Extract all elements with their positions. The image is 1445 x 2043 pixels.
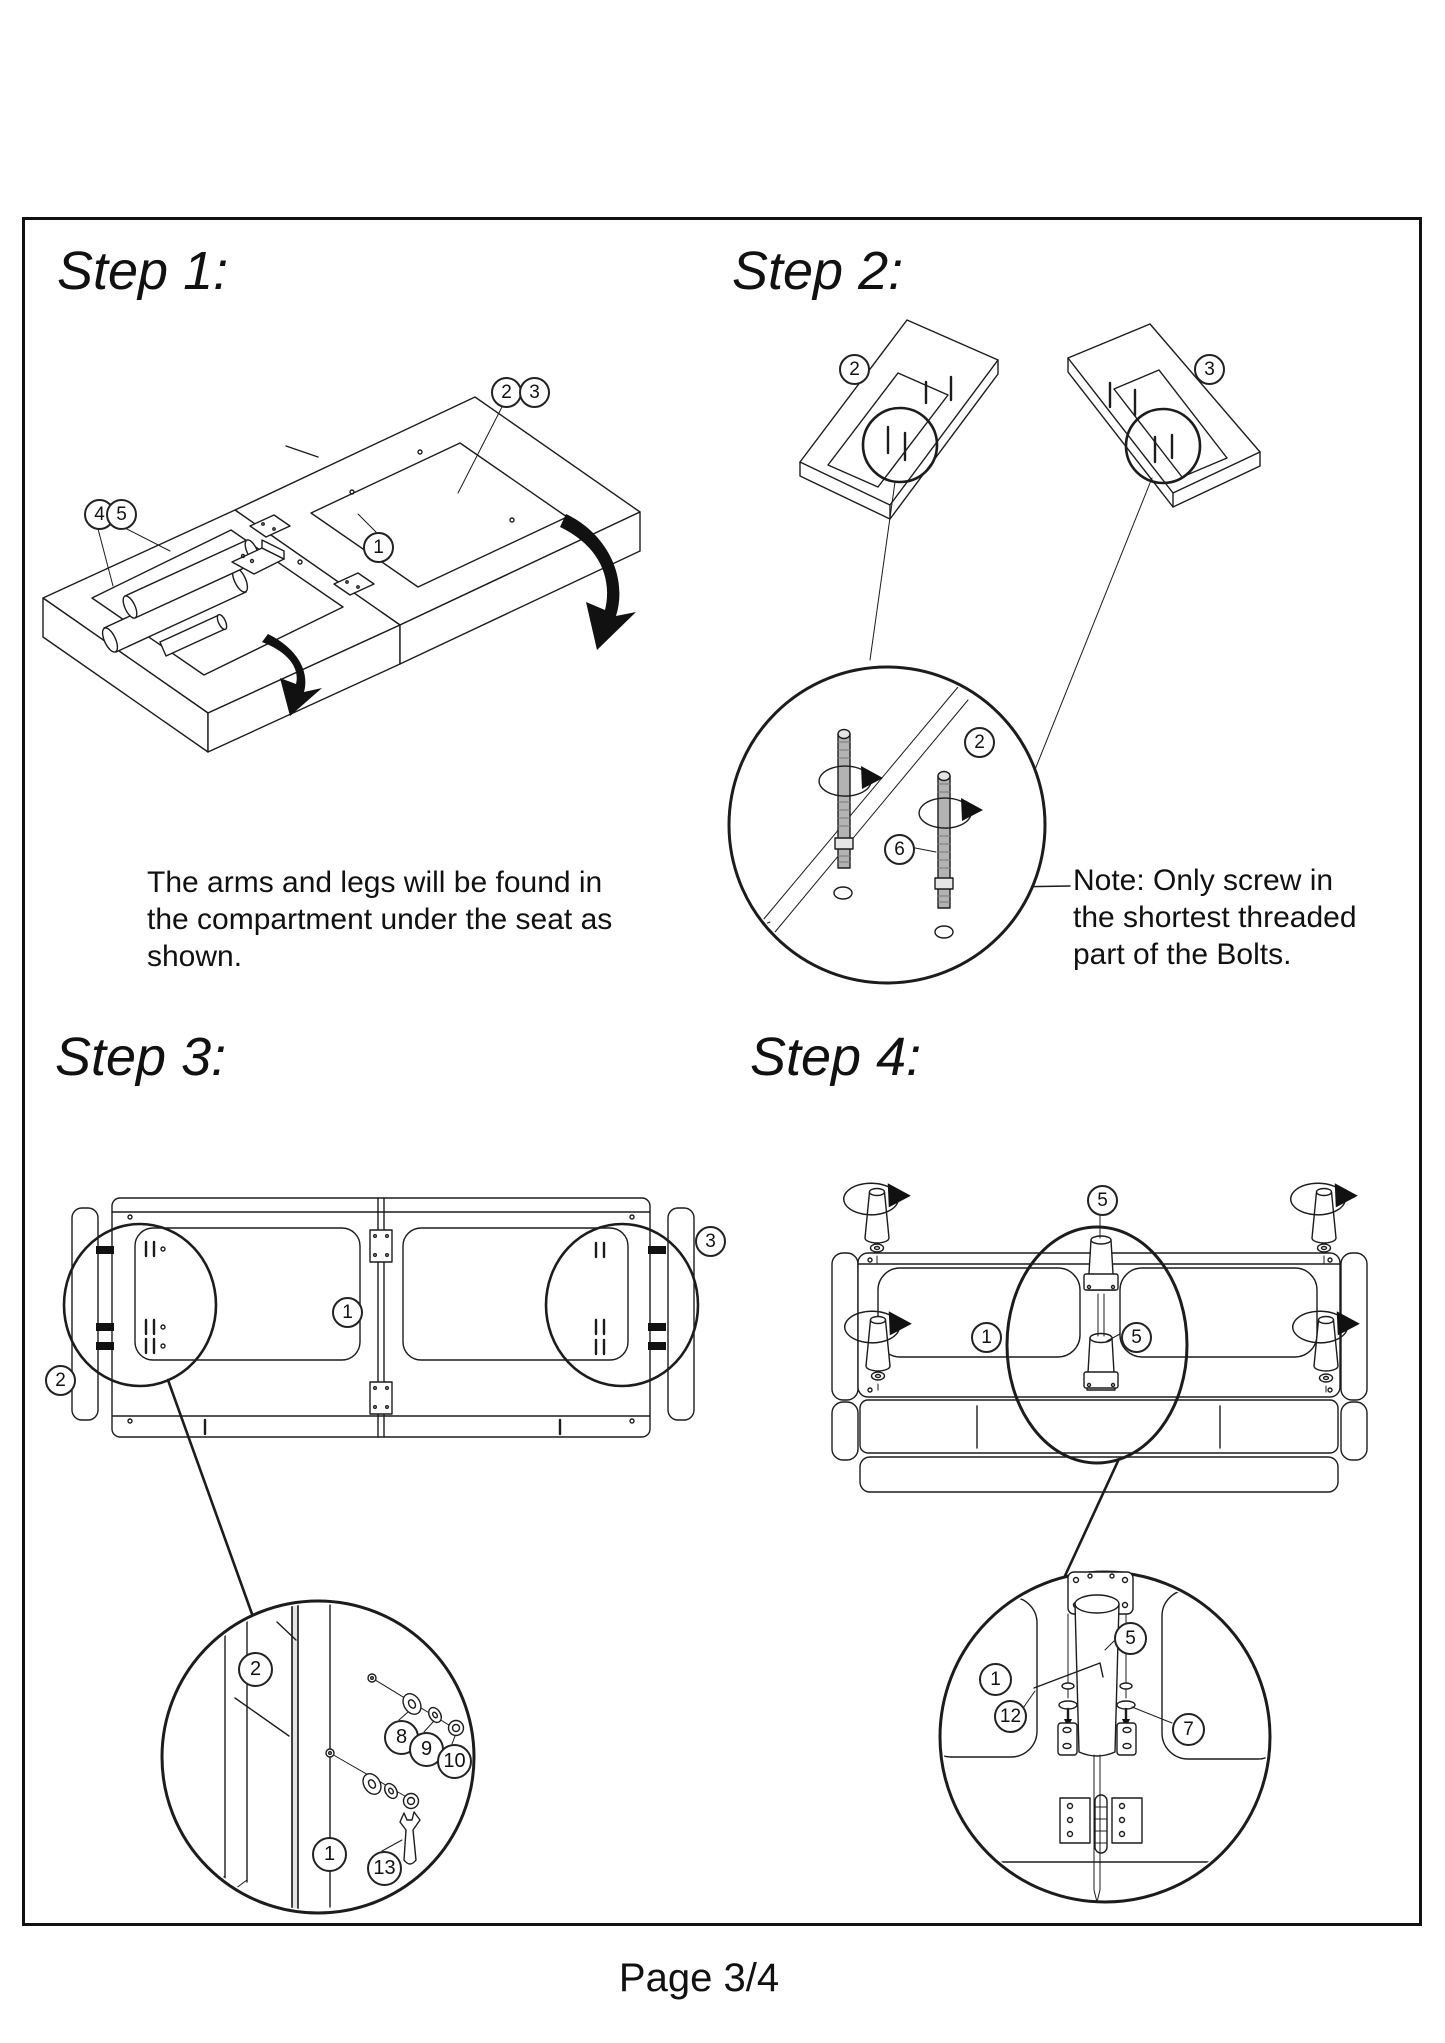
callout-step2-circle-2: 2 <box>964 727 995 758</box>
callout-step1-5: 5 <box>106 499 137 530</box>
step1-note: The arms and legs will be found in the compartment under the seat as shown. <box>147 866 613 973</box>
callout-step2-bolt-6: 6 <box>884 834 915 865</box>
callout-step3-3: 3 <box>695 1226 726 1257</box>
callout-step3-detail-10: 10 <box>437 1744 472 1779</box>
callout-step1-2: 2 <box>491 377 522 408</box>
callout-step4-detail-7: 7 <box>1172 1713 1205 1746</box>
callout-step1-1: 1 <box>363 532 394 563</box>
callout-step4-5-mid: 5 <box>1121 1322 1152 1353</box>
callout-step3-detail-8: 8 <box>384 1720 419 1755</box>
page-frame <box>22 217 1422 1926</box>
callout-step4-detail-12: 12 <box>994 1700 1027 1733</box>
callout-step3-detail-1: 1 <box>312 1837 347 1872</box>
step3-heading: Step 3: <box>55 1027 227 1087</box>
callout-step4-5-top: 5 <box>1087 1185 1118 1216</box>
step1-heading: Step 1: <box>57 241 229 301</box>
callout-step4-1: 1 <box>971 1322 1002 1353</box>
step4-heading: Step 4: <box>750 1027 922 1087</box>
step2-note: Note: Only screw in the shortest threaded part of the Bolts. <box>1073 864 1357 971</box>
step2-heading: Step 2: <box>732 241 904 301</box>
callout-step2-arm-left-2: 2 <box>839 354 870 385</box>
callout-step3-detail-2: 2 <box>238 1652 273 1687</box>
callout-step3-2: 2 <box>45 1365 76 1396</box>
callout-step3-detail-9: 9 <box>409 1732 444 1767</box>
callout-step2-arm-right-3: 3 <box>1194 354 1225 385</box>
callout-step4-detail-1: 1 <box>979 1663 1012 1696</box>
callout-step3-detail-13: 13 <box>367 1851 402 1886</box>
callout-step3-1: 1 <box>332 1297 363 1328</box>
callout-step4-detail-5: 5 <box>1114 1622 1147 1655</box>
page-number: Page 3/4 <box>618 1956 780 2000</box>
callout-step1-3: 3 <box>519 377 550 408</box>
callout-step1-4: 4 <box>84 499 115 530</box>
